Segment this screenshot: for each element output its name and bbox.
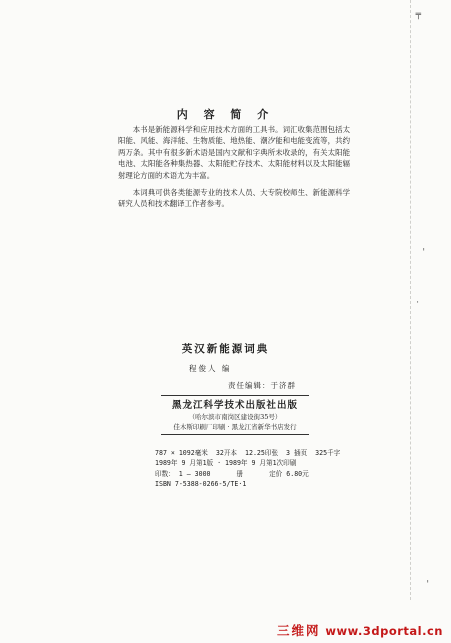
edition-row: 1989年 9 月第1版 · 1989年 9 月第1次印刷 (155, 459, 297, 468)
print-run-label: 印数： (155, 469, 175, 478)
abstract-body (118, 124, 350, 210)
print-run-value: 1 — 3000 (178, 469, 211, 478)
site-watermark (277, 621, 443, 639)
scan-speck: ' (422, 248, 425, 258)
abstract-paragraph: 本词典可供各类能源专业的技术人员、大专院校师生、新能源科学研究人员和技术翻译工作者参考。 (118, 188, 350, 209)
format-size: 787 × 1092毫米 (155, 449, 208, 457)
book-title: 英汉新能源词典 (181, 343, 270, 355)
price: 定价 6.80元 (269, 469, 309, 478)
author-line: 程俊人 编 (189, 364, 232, 373)
word-count: 325千字 (315, 449, 341, 457)
plate-count: 3 插页 (286, 449, 308, 457)
watermark-url: www.3dportal.cn (325, 624, 443, 638)
format-folio: 32开本 (215, 449, 238, 457)
print-run-unit: 册 (236, 469, 244, 478)
print-run-row (155, 469, 325, 479)
scan-speck: ' (426, 580, 429, 590)
format-row (155, 448, 341, 458)
publisher-name: 黑龙江科学技术出版社出版 (171, 400, 298, 411)
scan-speck: ╤ (415, 10, 421, 20)
printing-distribution: 佳木斯印刷厂印刷 · 黑龙江省新华书店发行 (173, 423, 297, 431)
publisher-address: （哈尔滨市南岗区建设街35号） (188, 413, 282, 421)
abstract-paragraph: 本书是新能源科学和应用技术方面的工具书。词汇收集范围包括太阳能、风能、海洋能、生物质能、地热能、潮汐能和电能变流等，共约两万条。其中有很多新术语是国内文献和字典所未收录的，有关太阳能电池、太阳能各种集热器、太阳能贮存技术、太阳能材料以及太阳能辐射理论方面的术语尤为丰富。 (118, 125, 350, 180)
responsible-editor: 责任编辑：于济群 (228, 381, 296, 390)
watermark-brand: 三维网 (277, 623, 321, 638)
scan-speck: · (416, 298, 419, 308)
imprint-block (161, 395, 309, 435)
isbn: ISBN 7-5388-0266-5/TE·1 (155, 480, 247, 489)
print-sheets: 12.25印张 (245, 449, 279, 457)
publication-specs (155, 448, 341, 490)
abstract-heading: 内 容 简 介 (176, 108, 275, 121)
